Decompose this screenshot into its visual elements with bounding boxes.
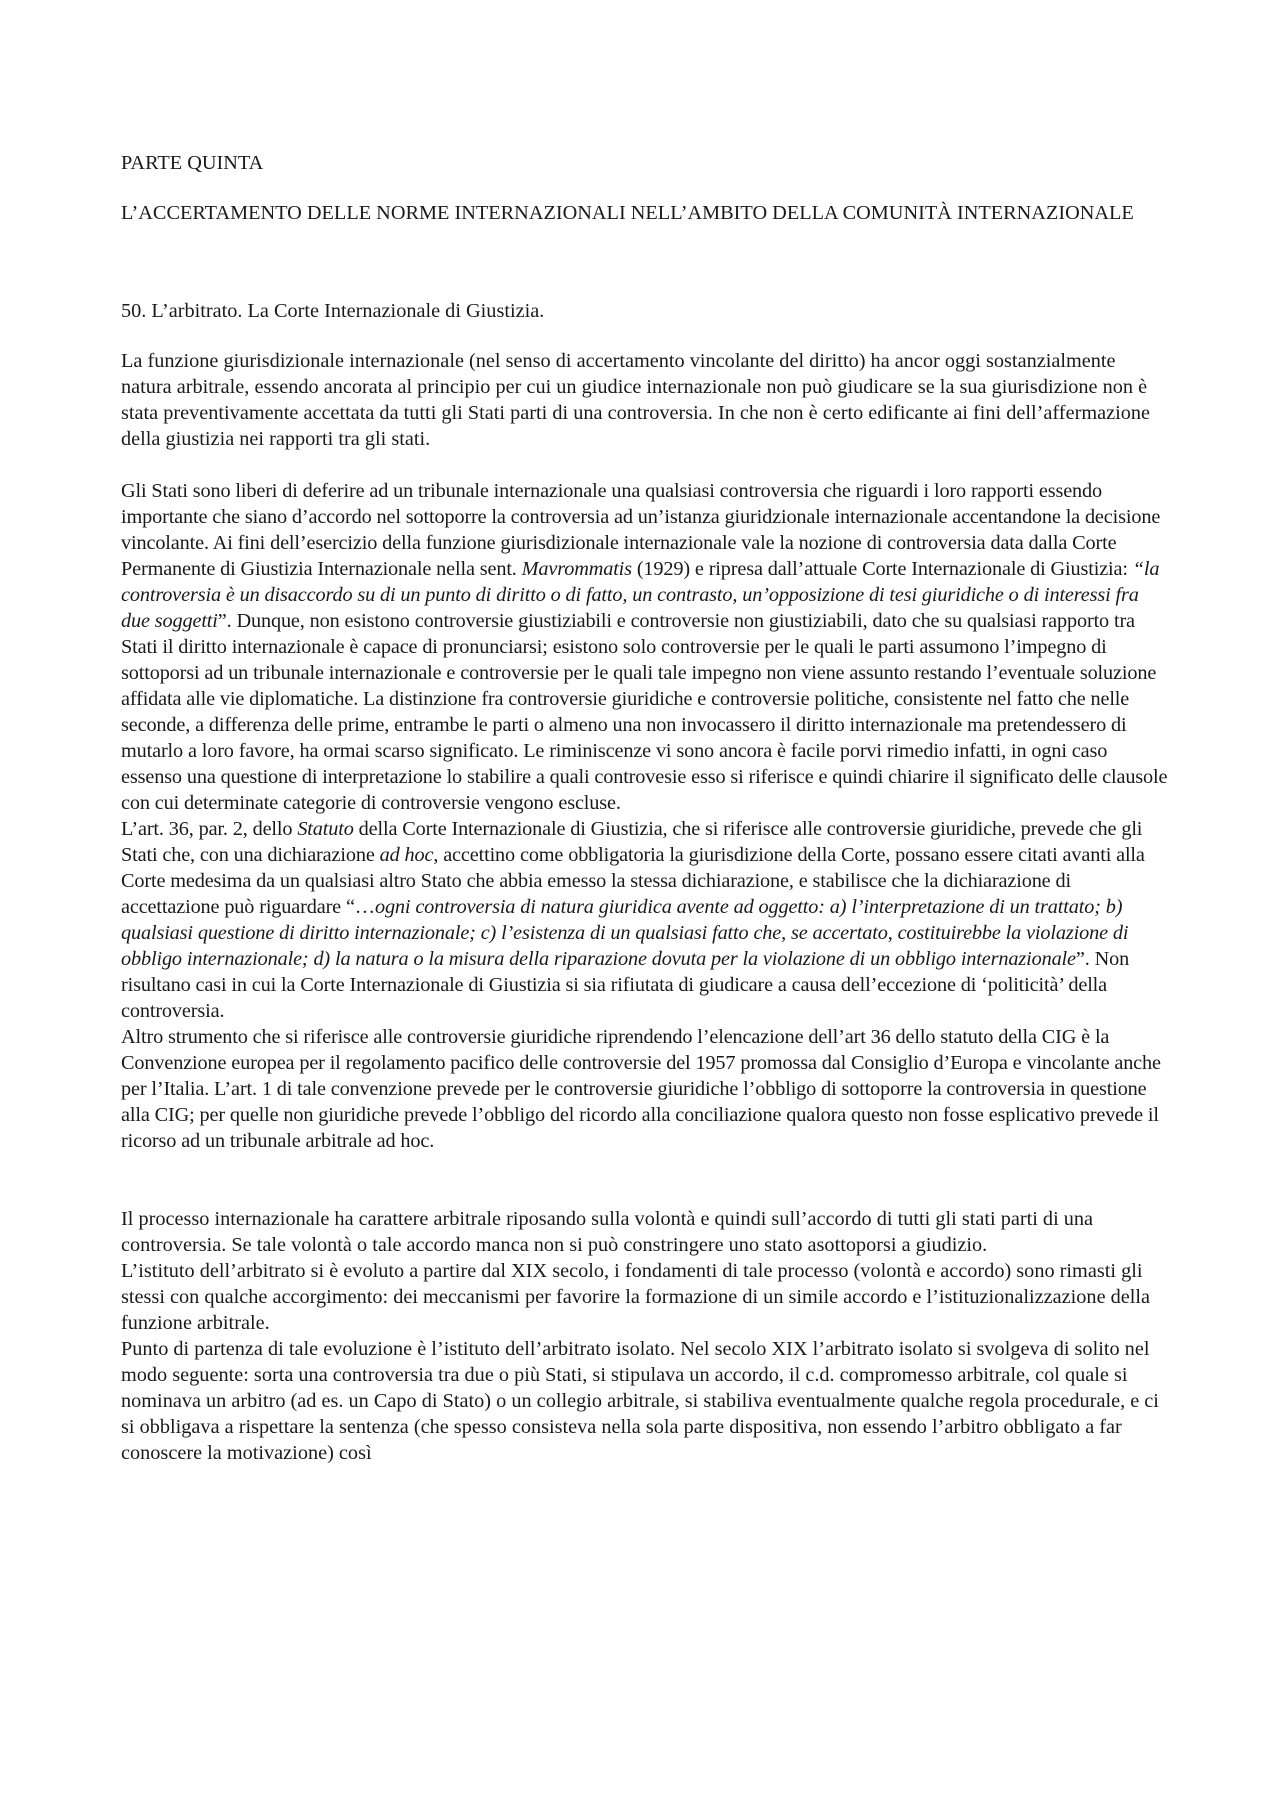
paragraph-3-text-e: , accettino come obbligatoria la giurisdizione della Corte, possano essere citati avanti alla Corte medesima da un qualsiasi altro Stato che abbia emesso la stessa dichiarazione, e stabilisce che la dichiarazione di accettazione può riguardare “… bbox=[121, 844, 1145, 918]
paragraph-2-text-e: ”. Dunque, non esistono controversie giustiziabili e controversie non giustiziabili, dato che su qualsiasi rapporto tra Stati il diritto internazionale è capace di pronunciarsi; esistono solo controversie per le quali le parti assumono l’impegno di sottoporsi ad un tribunale internazionale e controversie per le quali tale impegno non viene assunto restando l’eventuale soluzione affidata alle vie diplomatiche. La distinzione fra controversie giuridiche e controversie politiche, consistente nel fatto che nelle seconde, a differenza delle prime, entrambe le parti o almeno una non invocassero il diritto internazionale ma pretendessero di mutarlo a loro favore, ha ormai scarso significato. Le riminiscenze vi sono ancora è facile porvi rimedio infatti, in ogni caso essenso una questione di interpretazione lo stabilire a quali controvesie esso si riferisce e quindi chiarire il significato delle clausole con cui determinate categorie di controversie vengono escluse. bbox=[121, 610, 1168, 814]
paragraph-2-italic-quote: “la controversia è un disaccordo su di un punto di diritto o di fatto, un contrasto, un’opposizione di tesi giuridiche o di interessi fra due soggetti bbox=[121, 558, 1160, 632]
paragraph-3-italic-ad-hoc: ad hoc bbox=[379, 844, 434, 866]
document-page bbox=[121, 150, 1171, 1466]
paragraph-2 bbox=[121, 478, 1171, 816]
paragraph-3-italic-statuto: Statuto bbox=[297, 818, 354, 840]
paragraph-2-text-c: (1929) e ripresa dall’attuale Corte Internazionale di Giustizia: bbox=[631, 558, 1133, 580]
paragraph-3-italic-quote: ogni controversia di natura giuridica avente ad oggetto: a) l’interpretazione di un trattato; b) qualsiasi questione di diritto internazionale; c) l’esistenza di un qualsiasi fatto che, se accertato, costituirebbe la violazione di obbligo internazionale; d) la natura o la misura della riparazione dovuta per la violazione di un obbligo internazionale bbox=[121, 896, 1129, 970]
paragraph-3-text-g: ”. Non risultano casi in cui la Corte Internazionale di Giustizia si sia rifiutata di giudicare a causa dell’eccezione di ‘politicità’ della controversia. bbox=[121, 948, 1130, 1022]
paragraph-7: Punto di partenza di tale evoluzione è l’istituto dell’arbitrato isolato. Nel secolo XIX l’arbitrato isolato si svolgeva di solito nel modo seguente: sorta una controversia tra due o più Stati, si stipulava un accordo, il c.d. compromesso arbitrale, col quale si nominava un arbitro (ad es. un Capo di Stato) o un collegio arbitrale, si stabiliva eventualmente qualche regola procedurale, e ci si obbligava a rispettare la sentenza (che spesso consisteva nella sola parte dispositiva, non essendo l’arbitro obbligato a far conoscere la motivazione) così bbox=[121, 1338, 1159, 1464]
paragraph-2-text-a: Gli Stati sono liberi di deferire ad un tribunale internazionale una qualsiasi controversia che riguardi i loro rapporti essendo importante che siano d’accordo nel sottoporre la controversia ad un’istanza giuridzionale internazionale accentandone la decisione vincolante. Ai fini dell’esercizio della funzione giurisdizionale internazionale vale la nozione di controversia data dalla Corte Permanente di Giustizia Internazionale nella sent. bbox=[121, 480, 1161, 580]
part-label: PARTE QUINTA bbox=[121, 152, 264, 174]
part-title: L’ACCERTAMENTO DELLE NORME INTERNAZIONALI NELL’AMBITO DELLA COMUNITÀ INTERNAZIONALE bbox=[121, 202, 1134, 224]
paragraph-4: Altro strumento che si riferisce alle controversie giuridiche riprendendo l’elencazione dell’art 36 dello statuto della CIG è la Convenzione europea per il regolamento pacifico delle controversie del 1957 promossa dal Consiglio d’Europa e vincolante anche per l’Italia. L’art. 1 di tale convenzione prevede per le controversie giuridiche l’obbligo di sottoporre la controversia in questione alla CIG; per quelle non giuridiche prevede l’obbligo del ricordo alla conciliazione qualora questo non fosse esplicativo prevede il ricorso ad un tribunale arbitrale ad hoc. bbox=[121, 1026, 1161, 1152]
paragraph-2-italic-case-name: Mavrommatis bbox=[521, 558, 632, 580]
paragraph-5: Il processo internazionale ha carattere arbitrale riposando sulla volontà e quindi sull’accordo di tutti gli stati parti di una controversia. Se tale volontà o tale accordo manca non si può constringere uno stato asottoporsi a giudizio. bbox=[121, 1208, 1094, 1256]
section-title: 50. L’arbitrato. La Corte Internazionale di Giustizia. bbox=[121, 300, 545, 322]
paragraph-3 bbox=[121, 816, 1171, 1024]
paragraph-3-text-a: L’art. 36, par. 2, dello bbox=[121, 818, 298, 840]
paragraph-6: L’istituto dell’arbitrato si è evoluto a partire dal XIX secolo, i fondamenti di tale processo (volontà e accordo) sono rimasti gli stessi con qualche accorgimento: dei meccanismi per favorire la formazione di un simile accordo e l’istituzionalizzazione della funzione arbitrale. bbox=[121, 1260, 1151, 1334]
paragraph-3-text-c: della Corte Internazionale di Giustizia, che si riferisce alle controversie giuridiche, prevede che gli Stati che, con una dichiarazione bbox=[121, 818, 1143, 866]
paragraph-1: La funzione giurisdizionale internazionale (nel senso di accertamento vincolante del diritto) ha ancor oggi sostanzialmente natura arbitrale, essendo ancorata al principio per cui un giudice internazionale non può giudicare se la sua giurisdizione non è stata preventivamente accettata da tutti gli Stati parti di una controversia. In che non è certo edificante ai fini dell’affermazione della giustizia nei rapporti tra gli stati. bbox=[121, 350, 1151, 450]
